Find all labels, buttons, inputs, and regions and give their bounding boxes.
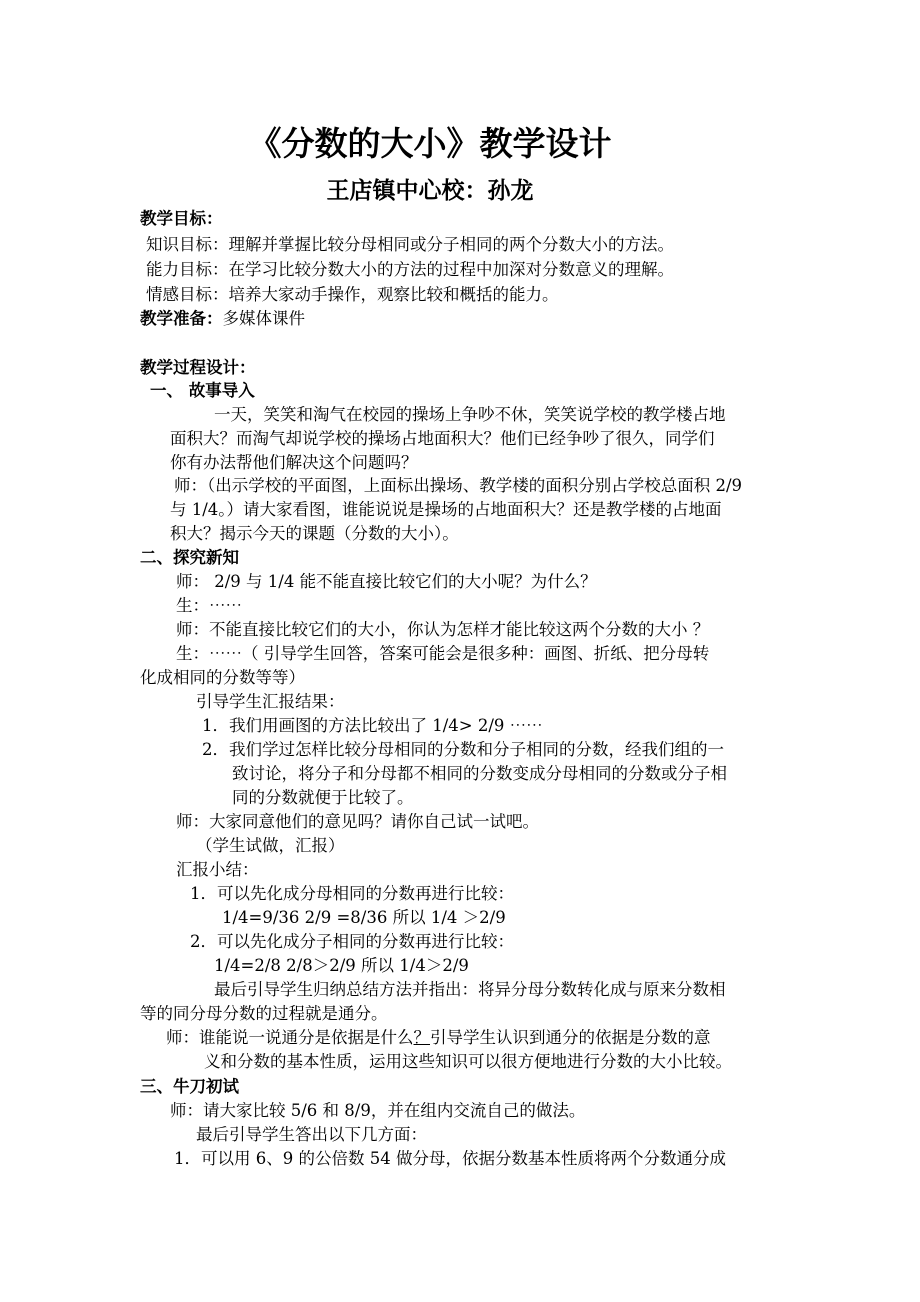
s2-line1: 师： 2/9 与 1/4 能不能直接比较它们的大小呢？为什么？: [176, 572, 597, 591]
process-heading: 教学过程设计：: [140, 358, 256, 377]
prep-heading: 教学准备：: [140, 309, 223, 328]
s2-line7: 师：大家同意他们的意见吗？请你自己试一试吧。: [176, 812, 539, 831]
emotion-goal: 情感目标：培养大家动手操作，观察比较和概括的能力。: [146, 285, 559, 304]
result-1: 1．我们用画图的方法比较出了 1/4> 2/9 ⋯⋯: [202, 716, 543, 735]
summary-heading: 汇报小结：: [176, 860, 259, 879]
author-line: 王店镇中心校：孙龙: [326, 178, 534, 204]
question-mark: ？: [413, 1028, 430, 1047]
section-2-heading: 二、探究新知: [140, 548, 239, 567]
s3-line1: 师：请大家比较 5/6 和 8/9，并在组内交流自己的做法。: [170, 1101, 586, 1120]
result-2-line1: 2．我们学过怎样比较分母相同的分数和分子相同的分数，经我们组的一: [202, 740, 724, 759]
result-2-line2: 致讨论，将分子和分母都不相同的分数变成分母相同的分数或分子相: [232, 764, 727, 783]
s2-line2: 生：⋯⋯: [176, 596, 242, 615]
s3-line2: 最后引导学生答出以下几方面：: [196, 1125, 427, 1144]
goals-heading: 教学目标：: [140, 209, 223, 228]
method-2: 2．可以先化成分子相同的分数再进行比较：: [190, 932, 514, 951]
s1-p2-line1: 师：（出示学校的平面图，上面标出操场、教学楼的面积分别占学校总面积 2/9: [174, 476, 743, 495]
method-1-example: 1/4=9/36 2/9 =8/36 所以 1/4 ＞2/9: [222, 908, 506, 927]
conclusion-line2: 等的同分母分数的过程就是通分。: [140, 1004, 388, 1023]
ability-goal: 能力目标：在学习比较分数大小的方法的过程中加深对分数意义的理解。: [146, 260, 674, 279]
prep-text: 多媒体课件: [222, 309, 305, 328]
question-guide: 引导学生认识到通分的依据是分数的意: [430, 1028, 711, 1047]
s1-p2-line3: 积大？揭示今天的课题（分数的大小）。: [170, 524, 459, 543]
s2-line4: 生：⋯⋯（ 引导学生回答，答案可能会是很多种：画图、折纸、把分母转: [176, 644, 710, 663]
s2-line5: 化成相同的分数等等）: [140, 668, 305, 687]
result-2-line3: 同的分数就便于比较了。: [232, 788, 414, 807]
prep-line: [140, 308, 305, 330]
s2-line6: 引导学生汇报结果：: [196, 692, 345, 711]
question-line2: 义和分数的基本性质，运用这些知识可以很方便地进行分数的大小比较。: [204, 1052, 732, 1071]
question-text: 师：谁能说一说通分是依据是什么: [166, 1028, 414, 1047]
section-1-heading: 一、 故事导入: [150, 381, 255, 400]
method-1: 1．可以先化成分母相同的分数再进行比较：: [190, 884, 514, 903]
s2-line8: （学生试做，汇报）: [196, 836, 345, 855]
s3-line3: 1．可以用 6、9 的公倍数 54 做分母，依据分数基本性质将两个分数通分成: [174, 1149, 726, 1168]
s1-p2-line2: 与 1/4。）请大家看图，谁能说说是操场的占地面积大？还是教学楼的占地面: [170, 500, 722, 519]
conclusion-line1: 最后引导学生归纳总结方法并指出：将异分母分数转化成与原来分数相: [214, 980, 726, 999]
s1-p1-line1: 一天，笑笑和淘气在校园的操场上争吵不休，笑笑说学校的教学楼占地: [214, 405, 726, 424]
method-2-example: 1/4=2/8 2/8＞2/9 所以 1/4＞2/9: [214, 956, 469, 975]
section-3-heading: 三、牛刀初试: [140, 1077, 239, 1096]
s1-p1-line2: 面积大？而淘气却说学校的操场占地面积大？他们已经争吵了很久，同学们: [170, 429, 715, 448]
s1-p1-line3: 你有办法帮他们解决这个问题吗？: [170, 453, 418, 472]
question-line1: [166, 1027, 711, 1049]
knowledge-goal: 知识目标：理解并掌握比较分母相同或分子相同的两个分数大小的方法。: [146, 235, 674, 254]
document-title: 《分数的大小》教学设计: [248, 124, 612, 163]
s2-line3: 师：不能直接比较它们的大小，你认为怎样才能比较这两个分数的大小 ？: [176, 620, 710, 639]
